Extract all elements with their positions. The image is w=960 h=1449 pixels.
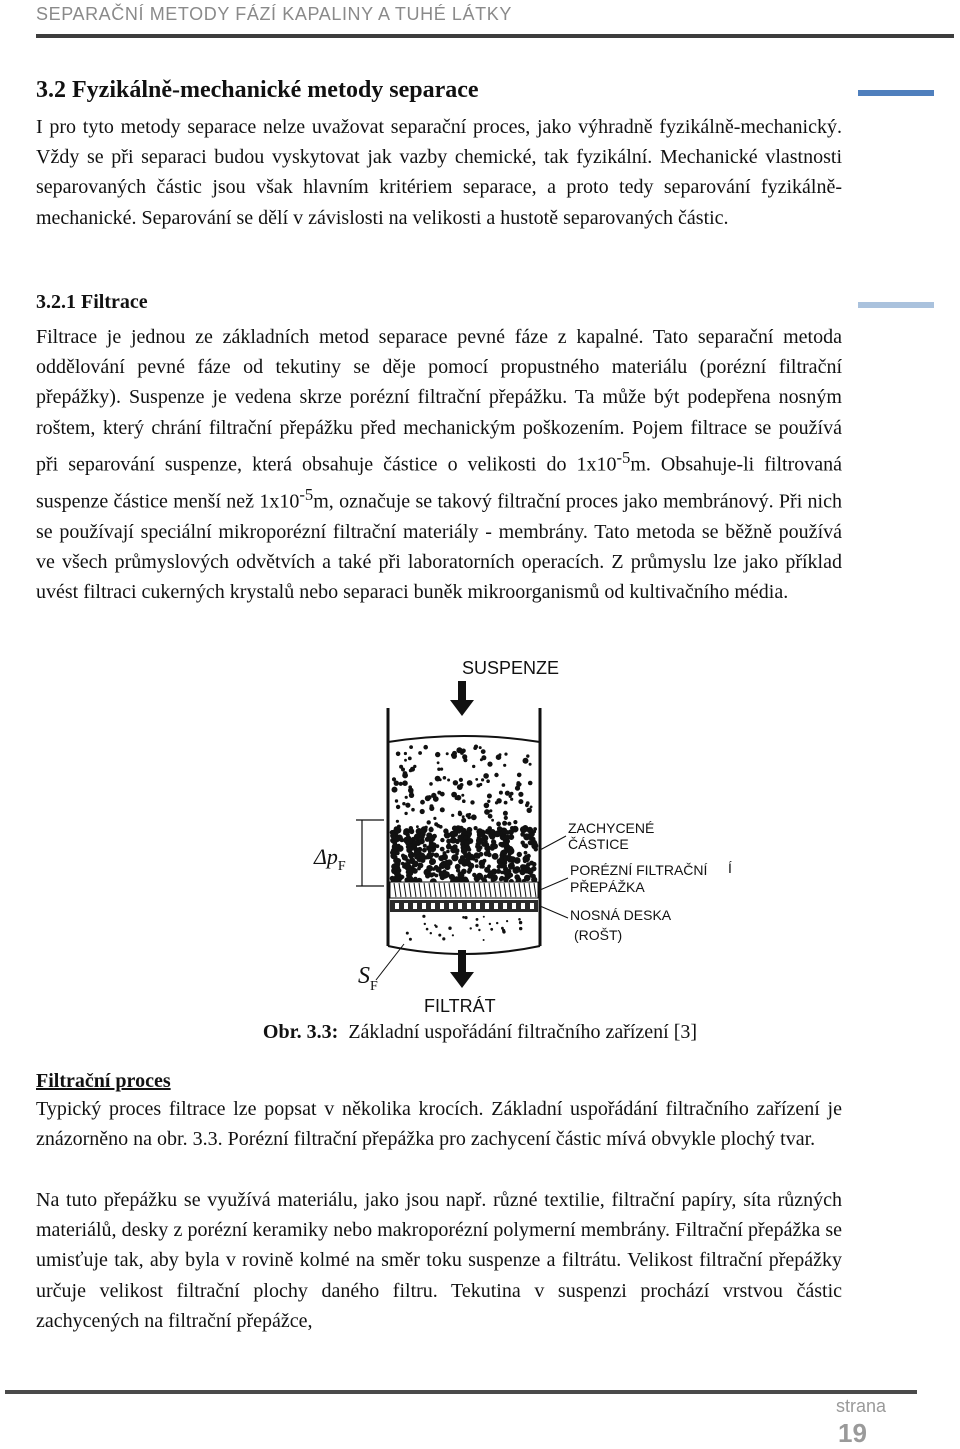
exponent: -5 — [299, 484, 314, 504]
cake-particle — [403, 831, 407, 835]
header-rule — [36, 34, 954, 38]
inlet-arrow-head — [450, 700, 474, 716]
label-support-plate-1: NOSNÁ DESKA — [570, 907, 672, 923]
cake-particle — [409, 846, 414, 851]
label-support-plate-2: (ROŠT) — [574, 927, 623, 943]
cake-particle — [492, 843, 498, 849]
inlet-arrow-stem — [458, 681, 466, 701]
figure-caption — [0, 1017, 960, 1047]
suspension-particle — [470, 800, 474, 804]
support-hole — [530, 903, 534, 909]
cake-particle — [402, 855, 408, 861]
suspension-particle — [405, 803, 410, 808]
cake-particle — [496, 869, 501, 874]
cake-particle — [475, 864, 479, 868]
cake-particle — [390, 833, 396, 839]
cake-particle — [531, 841, 537, 847]
suspension-particle — [473, 746, 477, 750]
cake-particle — [526, 854, 530, 858]
suspension-particle — [451, 814, 454, 817]
suspension-particle — [440, 792, 445, 797]
suspension-particle — [427, 795, 431, 799]
cake-particle — [446, 839, 451, 844]
cake-particle — [390, 853, 396, 859]
suspension-particle — [507, 822, 511, 826]
suspension-particle — [516, 782, 521, 787]
outlet-arrow-head — [450, 972, 474, 988]
suspension-particle — [481, 755, 486, 760]
suspension-particle — [409, 769, 412, 772]
cake-particle — [481, 877, 485, 881]
suspension-particle — [479, 746, 482, 749]
process-paragraph-2: Na tuto přepážku se využívá materiálu, jako jsou např. různé textilie, filtrační papíry, síta různých materiálů, desky z porézní keramiky nebo makroporézní polymerní membrány. Filtrační přepážka se umisťuje tak, aby byla v rovině kolmé na směr toku suspenze a filtrátu. Velikost filtrační přepážky určuje velikost filtrační plochy daného filtru. Tekutina v suspenzi prochází vrstvou částic zachycených na filtrační přepážce, — [36, 1189, 842, 1332]
suspension-particle — [525, 803, 529, 807]
filtrate-drop — [483, 916, 485, 918]
suspension-particle — [459, 778, 463, 782]
support-hole — [503, 903, 507, 909]
cake-particle — [429, 858, 436, 865]
suspension-particle — [528, 781, 533, 786]
suspension-particle — [446, 752, 449, 755]
cake-particle — [517, 852, 522, 857]
suspension-particle — [462, 799, 466, 803]
suspension-particle — [518, 799, 523, 804]
filtrate-drop — [430, 932, 432, 934]
cake-particle — [484, 836, 488, 840]
suspension-particle — [491, 819, 494, 822]
suspension-particle — [502, 783, 506, 787]
suspension-particle — [394, 781, 399, 786]
filtrate-drop — [518, 918, 521, 921]
label-caught-particles-2: ČÁSTICE — [568, 836, 629, 852]
cake-particle — [436, 844, 440, 848]
cake-particle — [447, 843, 451, 847]
area-leader-line — [376, 944, 404, 980]
suspension-particle — [418, 751, 422, 755]
suspension-particle — [461, 818, 466, 823]
filtrate-drops — [406, 915, 523, 941]
support-hole — [512, 903, 516, 909]
filtrate-drop — [452, 934, 454, 936]
filtrate-drop — [501, 927, 504, 930]
suspension-particle — [404, 759, 407, 762]
suspension-particle — [475, 778, 478, 781]
cake-particle — [467, 852, 471, 856]
suspension-particle — [530, 806, 533, 809]
suspension-particle — [396, 752, 401, 757]
cake-particle — [469, 856, 473, 860]
cake-particle — [452, 830, 458, 836]
cake-particle — [524, 851, 528, 855]
filtrate-drop — [426, 928, 429, 931]
suspension-particle — [526, 754, 529, 757]
suspension-particle — [461, 749, 466, 754]
suspension-particle — [484, 809, 490, 815]
cake-particle — [396, 871, 401, 876]
cake-particle — [467, 848, 471, 852]
suspension-particle — [496, 822, 501, 827]
filtrate-drop — [422, 915, 425, 918]
support-hole — [395, 903, 399, 909]
filtrate-drop — [409, 938, 412, 941]
suspension-particle — [484, 803, 490, 809]
cake-particle — [491, 878, 495, 882]
suspension-particle — [440, 807, 445, 812]
filtrate-drop — [475, 924, 478, 927]
filtrate-drop — [519, 921, 522, 924]
suspension-particle — [503, 811, 508, 816]
suspension-particle — [435, 776, 441, 782]
support-hole — [458, 903, 462, 909]
cake-particle — [508, 829, 514, 835]
suspension-particle — [402, 780, 408, 786]
filtrate-drop — [406, 932, 409, 935]
filtrate-drop — [496, 922, 498, 924]
cake-particle — [423, 844, 427, 848]
suspension-particle — [447, 779, 450, 782]
suspension-particle — [487, 762, 492, 767]
support-hole — [521, 903, 525, 909]
filtrate-drop — [519, 927, 522, 930]
suspension-particle — [495, 801, 498, 804]
side-mark-section — [858, 90, 934, 96]
cake-particle — [428, 868, 432, 872]
filtrate-drop — [462, 916, 465, 919]
cake-particle — [529, 861, 534, 866]
suspension-particle — [518, 792, 523, 797]
cake-particle — [510, 856, 517, 863]
suspension-particle — [451, 753, 457, 759]
suspension-particle — [404, 812, 407, 815]
caption-text: Základní uspořádání filtračního zařízení [3] — [348, 1021, 698, 1043]
suspension-particle — [483, 773, 489, 779]
cake-particle — [428, 847, 433, 852]
suspension-particle — [453, 780, 458, 785]
footer-page-label: strana — [836, 1396, 887, 1416]
suspension-particle — [462, 815, 465, 818]
support-hole — [413, 903, 417, 909]
suspension-particle — [487, 800, 490, 803]
filter-diagram — [300, 650, 760, 1022]
support-hole — [431, 903, 435, 909]
suspension-particle — [395, 799, 398, 802]
cake-particle — [440, 862, 446, 868]
cake-particle — [446, 850, 450, 854]
filtrate-drop — [506, 920, 508, 922]
cake-particle — [419, 834, 424, 839]
cake-particle — [420, 828, 426, 834]
cake-particle — [472, 873, 476, 877]
suspension-particle — [409, 745, 413, 749]
cake-particle — [402, 862, 409, 869]
cake-particle — [432, 872, 436, 876]
side-mark-subsection — [858, 302, 934, 308]
suspension-particle — [504, 753, 507, 756]
suspension-particle — [403, 771, 408, 776]
caption-label: Obr. 3.3: — [262, 1021, 339, 1043]
running-header: SEPARAČNÍ METODY FÁZÍ KAPALINY A TUHÉ LÁTKY — [36, 4, 512, 24]
cake-particle — [432, 834, 437, 839]
cake-particle — [497, 864, 502, 869]
cake-particle — [394, 861, 400, 867]
cake-particle — [417, 867, 421, 871]
filtrate-drop — [424, 923, 426, 925]
suspension-particle — [430, 804, 434, 808]
support-hole — [404, 903, 408, 909]
suspension-particle — [409, 791, 413, 795]
filtrate-drop — [478, 929, 480, 931]
suspension-particle — [433, 817, 436, 820]
suspension-particle — [437, 761, 440, 764]
suspension-surface — [388, 736, 540, 742]
filtrate-drop — [434, 924, 436, 926]
outlet-arrow-stem — [458, 950, 466, 974]
suspension-particle — [399, 765, 403, 769]
label-filtrate: FILTRÁT — [424, 996, 496, 1016]
cake-particle — [438, 855, 444, 861]
filtrate-drop — [464, 916, 467, 919]
cake-particle — [444, 833, 449, 838]
cake-particle — [520, 826, 527, 833]
suspension-particle — [513, 820, 517, 824]
suspension-particle — [517, 773, 522, 778]
cake-particle — [434, 853, 439, 858]
suspension-particle — [529, 763, 532, 766]
cake-particle — [432, 867, 436, 871]
callout-support-line — [540, 906, 568, 918]
label-caught-particles-1: ZACHYCENÉ — [568, 820, 655, 836]
subsection-title: 3.2.1 Filtrace — [36, 291, 148, 313]
cake-particle — [534, 847, 538, 851]
suspension-particle — [413, 765, 416, 768]
suspension-particle — [523, 758, 529, 764]
suspension-particle — [411, 808, 415, 812]
suspension-particle — [420, 800, 425, 805]
paragraph-text: Filtrace je jednou ze základních metod separace pevné fáze z kapalné. Tato separační metoda oddělování pevné fáze od tekutiny se děje pomocí propustného materiálu (porézní filtrační přepážky). Suspenze je vedena skrze porézní filtrační přepážku. Ta může být podepřena nosným roštem, který chrání filtrační přepážku před mechanickým poškozením. Pojem filtrace se používá při separování suspenze, která obsahuje částice o velikosti do 1x10 — [36, 326, 842, 476]
suspension-particle — [467, 780, 473, 786]
filtrate-drop — [442, 937, 445, 940]
suspension-particle — [463, 758, 467, 762]
cake-particle — [467, 868, 472, 873]
cake-particle — [455, 839, 459, 843]
suspension-particle — [455, 797, 458, 800]
cake-particle — [506, 874, 510, 878]
suspension-particle — [481, 778, 484, 781]
cake-particle — [408, 866, 412, 870]
cake-particle — [461, 869, 467, 875]
suspension-particle — [436, 824, 440, 828]
cake-particle — [523, 859, 527, 863]
cake-particle — [520, 870, 524, 874]
suspension-particle — [443, 776, 447, 780]
cake-particle — [523, 844, 528, 849]
cake-particle — [524, 875, 531, 882]
suspension-particle — [489, 809, 492, 812]
cake-particle — [451, 854, 458, 861]
filter-diagram-svg — [300, 650, 760, 1022]
cake-particle — [395, 827, 402, 834]
cake-particle — [412, 861, 419, 868]
cake-particle — [494, 831, 501, 838]
filtration-paragraph — [36, 322, 842, 607]
suspension-particle — [486, 779, 490, 783]
suspension-particle — [429, 782, 433, 786]
callout-porous-line — [540, 878, 568, 890]
process-heading: Filtrační proces — [36, 1070, 171, 1092]
suspension-particle — [427, 820, 431, 824]
suspension-particle — [496, 754, 502, 760]
suspension-particle — [404, 752, 407, 755]
suspension-particle — [423, 745, 428, 750]
filtrate-drop — [489, 923, 491, 925]
suspension-particle — [502, 821, 507, 826]
cake-particle — [503, 855, 509, 861]
suspension-particle — [402, 802, 405, 805]
cake-particle — [505, 835, 510, 840]
suspension-particle — [505, 791, 510, 796]
suspension-particle — [396, 805, 400, 809]
filtrate-drop — [448, 927, 451, 930]
filter-area-symbol: $S_F$ — [358, 963, 378, 994]
cake-particle — [440, 838, 444, 842]
support-hole — [449, 903, 453, 909]
suspension-particle — [504, 816, 508, 820]
suspension-particle — [435, 752, 440, 757]
suspension-particle — [416, 825, 419, 828]
suspension-particles — [392, 745, 533, 832]
cake-particle — [409, 829, 414, 834]
filtrate-drop — [470, 927, 472, 929]
filtrate-drop — [502, 930, 505, 933]
cake-particle — [463, 852, 467, 856]
cake-particle — [416, 855, 420, 859]
suspension-particle — [479, 783, 482, 786]
pressure-difference-symbol: $\Delta p_F$ — [314, 844, 346, 874]
exponent: -5 — [616, 447, 631, 467]
filtrate-drop — [490, 928, 493, 931]
suspension-particle — [504, 801, 508, 805]
support-hole — [476, 903, 480, 909]
filtrate-drop — [476, 918, 479, 921]
suspension-particle — [433, 796, 439, 802]
cake-particle — [527, 868, 534, 875]
label-porous-membrane-stray: Í — [728, 860, 732, 876]
section-title: 3.2 Fyzikálně-mechanické metody separace — [36, 77, 479, 103]
suspension-particle — [487, 794, 492, 799]
cake-particle — [476, 847, 481, 852]
label-suspension: SUSPENZE — [462, 658, 560, 678]
callout-caught-line — [540, 836, 566, 850]
support-hole — [467, 903, 471, 909]
cake-particle — [392, 843, 399, 850]
suspension-particle — [499, 791, 503, 795]
support-hole — [440, 903, 444, 909]
cake-particle — [409, 855, 414, 860]
suspension-particle — [481, 749, 486, 754]
cake-particle — [479, 852, 484, 857]
cake-particle — [455, 864, 461, 870]
paragraph-text: m. Obsahuje-li filtrovaná suspenze částice menší než 1x10 — [36, 453, 842, 513]
cake-particle — [422, 848, 427, 853]
label-porous-membrane-2: PŘEPÁŽKA — [570, 879, 645, 895]
suspension-particle — [471, 814, 477, 820]
support-hole — [494, 903, 498, 909]
section-intro-paragraph: I pro tyto metody separace nelze uvažovat separační proces, jako výhradně fyzikálně-mechanický. Vždy se při separaci budou vyskytovat jak vazby chemické, tak fyzikální. Mechanické vlastnosti separovaných částic jsou však hlavním kritériem separace, a proto tedy separování fyzikálně-mechanické. Separování se dělí v závislosti na velikosti a hustotě separovaných částic. — [36, 116, 842, 229]
cake-particle — [406, 837, 410, 841]
suspension-particle — [527, 808, 532, 813]
cake-particle — [476, 837, 483, 844]
cake-particle — [463, 835, 467, 839]
suspension-particle — [510, 798, 513, 801]
cake-particle — [465, 840, 471, 846]
cake-particle — [443, 871, 450, 878]
suspension-particle — [408, 757, 412, 761]
process-paragraph-1: Typický proces filtrace lze popsat v několika krocích. Základní uspořádání filtračního zařízení je znázorněno na obr. 3.3. Porézní filtrační přepážka pro zachycení částic mívá obvykle plochý tvar. — [36, 1098, 842, 1151]
suspension-particle — [472, 765, 475, 768]
cake-particle — [474, 826, 478, 830]
filtrate-drop — [438, 934, 441, 937]
filtrate-drop — [483, 939, 485, 941]
support-hole — [485, 903, 489, 909]
suspension-particle — [405, 796, 408, 799]
label-porous-membrane-1: PORÉZNÍ FILTRAČNÍ — [570, 862, 708, 878]
paragraph-text: m, označuje se takový filtrační proces jako membránový. Při nich se používají speciální mikroporézní filtrační materiály - membrány. Tato metoda se běžně používá ve všech průmyslových odvětvích a také při laboratorních operacích. Z průmyslu lze jako příklad uvést filtraci cukerných krystalů nebo separaci buněk mikroorganismů od kultivačního média. — [36, 490, 842, 603]
support-hole — [422, 903, 426, 909]
suspension-particle — [420, 809, 425, 814]
filter-cake — [390, 825, 539, 885]
suspension-particle — [503, 764, 506, 767]
cake-particle — [409, 872, 413, 876]
suspension-particle — [399, 782, 403, 786]
suspension-particle — [457, 784, 463, 790]
cake-particle — [479, 865, 483, 869]
cake-particle — [514, 866, 521, 873]
footer-rule — [5, 1390, 917, 1394]
cake-particle — [435, 867, 441, 873]
cake-particle — [493, 853, 498, 858]
cake-particle — [507, 848, 514, 855]
suspension-particle — [468, 813, 471, 816]
suspension-particle — [461, 794, 464, 797]
suspension-particle — [392, 787, 398, 793]
cake-particle — [429, 827, 434, 832]
page-number: 19 — [838, 1418, 867, 1448]
suspension-particle — [494, 773, 498, 777]
cake-particle — [487, 852, 492, 857]
cake-particle — [527, 827, 533, 833]
cake-particle — [440, 847, 445, 852]
cake-particle — [498, 842, 503, 847]
cake-particle — [400, 838, 404, 842]
cake-particle — [414, 847, 418, 851]
suspension-particle — [510, 792, 514, 796]
suspension-particle — [458, 811, 462, 815]
suspension-particle — [396, 820, 399, 823]
suspension-particle — [440, 768, 443, 771]
